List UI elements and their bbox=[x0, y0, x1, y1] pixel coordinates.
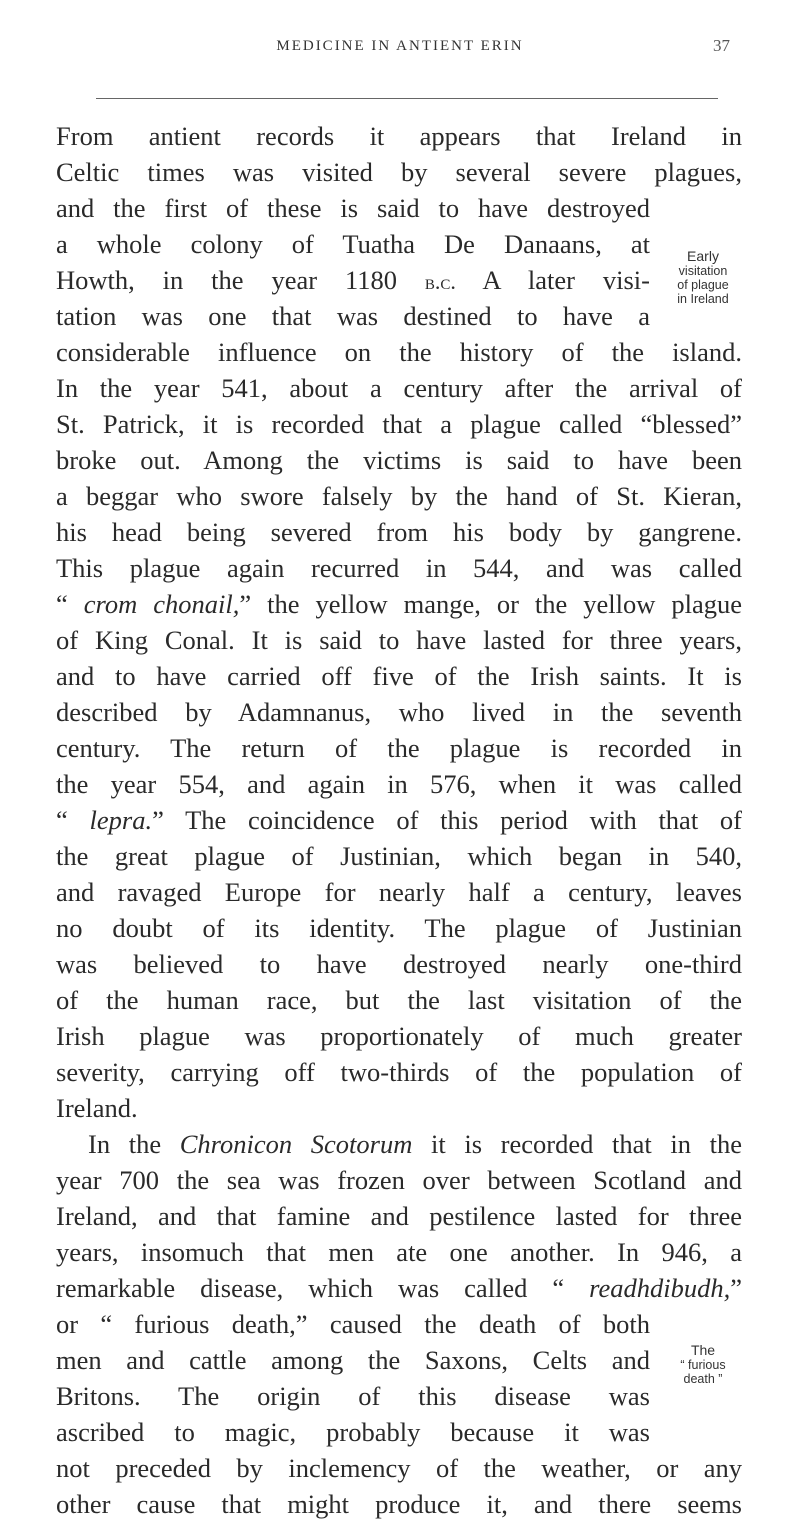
text-line: year 700 the sea was frozen over between Scotland and bbox=[56, 1165, 742, 1195]
text-line: men and cattle among the Saxons, Celts and bbox=[56, 1345, 650, 1375]
text-line: “ crom chonail,” the yellow mange, or the yellow plague bbox=[56, 589, 743, 619]
text-line: or “ furious death,” caused the death of both bbox=[56, 1309, 650, 1339]
text-line: St. Patrick, it is recorded that a plague called “blessed” bbox=[56, 409, 742, 439]
text-line: the year 554, and again in 576, when it was called bbox=[56, 769, 742, 799]
text-line: century. The return of the plague is recorded in bbox=[56, 733, 742, 763]
text-line: other cause that might produce it, and there seems bbox=[56, 1489, 742, 1519]
text-line: no doubt of its identity. The plague of Justinian bbox=[56, 913, 742, 943]
text-line: In the year 541, about a century after the arrival of bbox=[56, 373, 742, 403]
running-title: MEDICINE IN ANTIENT ERIN bbox=[276, 38, 524, 54]
text-line: of King Conal. It is said to have lasted for three years, bbox=[56, 625, 742, 655]
text-line: Howth, in the year 1180 b.c. A later visi- bbox=[56, 265, 650, 295]
text-line: Britons. The origin of this disease was bbox=[56, 1381, 650, 1411]
text-line: severity, carrying off two-thirds of the population of bbox=[56, 1057, 742, 1087]
running-head bbox=[0, 38, 800, 68]
sidenote-early-visitation: Early visitation of plague in Ireland bbox=[677, 248, 729, 306]
text-line: his head being severed from his body by gangrene. bbox=[56, 517, 742, 547]
page-number: 37 bbox=[713, 36, 730, 55]
text-line: remarkable disease, which was called “ readhdibudh,” bbox=[56, 1273, 742, 1303]
text-line: Ireland, and that famine and pestilence lasted for three bbox=[56, 1201, 742, 1231]
text-line: a beggar who swore falsely by the hand of St. Kieran, bbox=[56, 481, 742, 511]
text-line: years, insomuch that men ate one another. In 946, a bbox=[56, 1237, 742, 1267]
text-line: the great plague of Justinian, which began in 540, bbox=[56, 841, 742, 871]
text-line: and ravaged Europe for nearly half a century, leaves bbox=[56, 877, 742, 907]
text-line: Irish plague was proportionately of much greater bbox=[56, 1021, 742, 1051]
text-line: broke out. Among the victims is said to have been bbox=[56, 445, 742, 475]
text-line: considerable influence on the history of the island. bbox=[56, 337, 742, 367]
text-line: This plague again recurred in 544, and was called bbox=[56, 553, 742, 583]
text-line: Celtic times was visited by several severe plagues, bbox=[56, 157, 742, 187]
text-line: described by Adamnanus, who lived in the seventh bbox=[56, 697, 742, 727]
text-line: Ireland. bbox=[56, 1093, 138, 1123]
text-line: and the first of these is said to have destroyed bbox=[56, 193, 650, 223]
text-line: a whole colony of Tuatha De Danaans, at bbox=[56, 229, 650, 259]
text-line: not preceded by inclemency of the weather, or any bbox=[56, 1453, 742, 1483]
text-line: tation was one that was destined to have a bbox=[56, 301, 650, 331]
text-line: “ lepra.” The coincidence of this period with that of bbox=[56, 805, 742, 835]
text-line: In the Chronicon Scotorum it is recorded that in the bbox=[88, 1129, 742, 1159]
sidenote-furious-death: The “ furious death ” bbox=[680, 1342, 726, 1386]
text-line: ascribed to magic, probably because it was bbox=[56, 1417, 650, 1447]
text-line: was believed to have destroyed nearly one-third bbox=[56, 949, 742, 979]
text-line: of the human race, but the last visitation of the bbox=[56, 985, 742, 1015]
header-rule bbox=[96, 98, 718, 99]
text-line: From antient records it appears that Ireland in bbox=[56, 121, 742, 151]
text-line: and to have carried off five of the Irish saints. It is bbox=[56, 661, 742, 691]
